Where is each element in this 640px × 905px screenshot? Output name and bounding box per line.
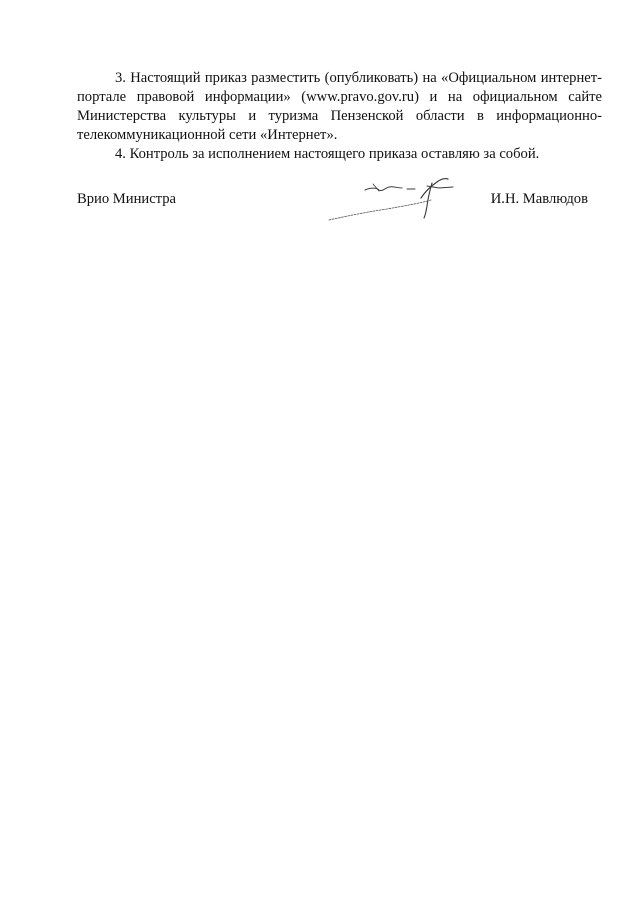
paragraph-publication: 3. Настоящий приказ разместить (опубликовать) на «Официальном интернет-портале правовой информации» (www.pravo.gov.ru) и на официальном сайте Министерства культуры и туризма Пензенской области в информационно-телекоммуникационной сети «Интернет». xyxy=(77,70,602,143)
document-body xyxy=(77,69,602,164)
handwritten-signature xyxy=(327,176,487,236)
signatory-title: Врио Министра xyxy=(77,191,176,207)
signatory-name: И.Н. Мавлюдов xyxy=(490,191,588,207)
signature-block xyxy=(77,190,602,230)
paragraph-control: 4. Контроль за исполнением настоящего приказа оставляю за собой. xyxy=(115,146,540,162)
